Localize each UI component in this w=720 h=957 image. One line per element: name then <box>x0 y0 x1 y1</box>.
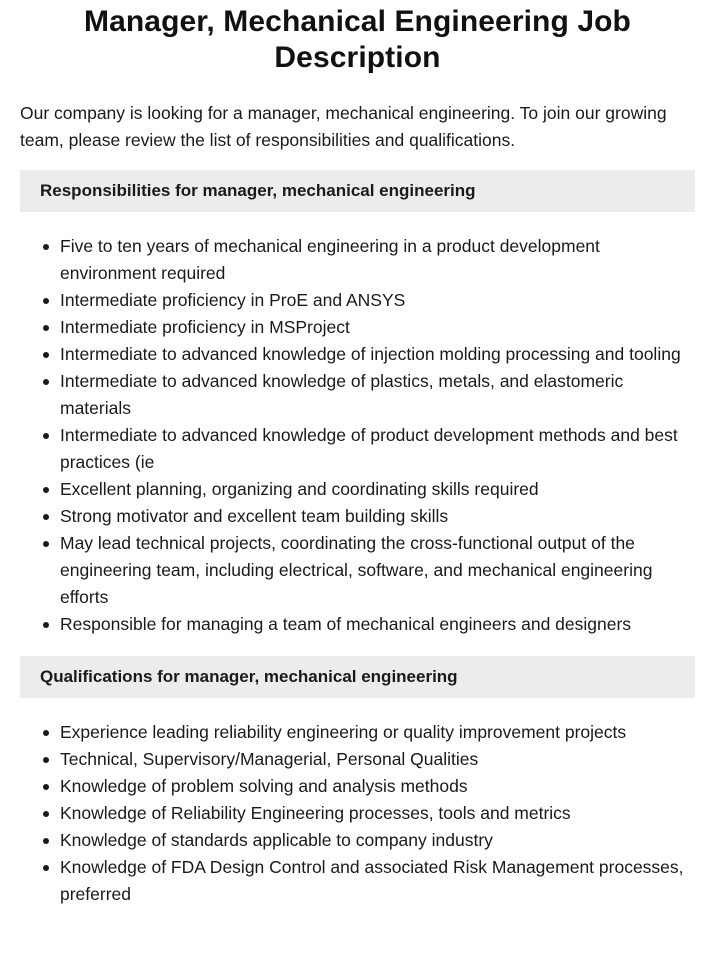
list-item: Experience leading reliability engineering or quality improvement projects <box>20 719 695 746</box>
list-item: Technical, Supervisory/Managerial, Personal Qualities <box>20 746 695 773</box>
list-item: Intermediate to advanced knowledge of plastics, metals, and elastomeric materials <box>20 368 695 422</box>
list-item: Intermediate proficiency in ProE and ANSYS <box>20 287 695 314</box>
list-item: Strong motivator and excellent team building skills <box>20 503 695 530</box>
list-item: Responsible for managing a team of mechanical engineers and designers <box>20 611 695 638</box>
list-item: Intermediate to advanced knowledge of injection molding processing and tooling <box>20 341 695 368</box>
list-item: Five to ten years of mechanical engineering in a product development environment required <box>20 233 695 287</box>
list-item: May lead technical projects, coordinating the cross-functional output of the engineering team, including electrical, software, and mechanical engineering efforts <box>20 530 695 611</box>
list-item: Intermediate proficiency in MSProject <box>20 314 695 341</box>
list-item: Knowledge of Reliability Engineering processes, tools and metrics <box>20 800 695 827</box>
responsibilities-heading: Responsibilities for manager, mechanical engineering <box>20 170 695 212</box>
list-item: Knowledge of FDA Design Control and associated Risk Management processes, preferred <box>20 854 695 908</box>
list-item: Intermediate to advanced knowledge of product development methods and best practices (ie <box>20 422 695 476</box>
responsibilities-list <box>20 233 695 638</box>
list-item: Knowledge of standards applicable to company industry <box>20 827 695 854</box>
list-item: Knowledge of problem solving and analysis methods <box>20 773 695 800</box>
page-title: Manager, Mechanical Engineering Job Description <box>84 5 631 74</box>
list-item: Excellent planning, organizing and coordinating skills required <box>20 476 695 503</box>
intro-paragraph: Our company is looking for a manager, mechanical engineering. To join our growing team, please review the list of responsibilities and qualifications. <box>20 103 667 150</box>
qualifications-heading: Qualifications for manager, mechanical engineering <box>20 656 695 698</box>
qualifications-list <box>20 719 695 908</box>
